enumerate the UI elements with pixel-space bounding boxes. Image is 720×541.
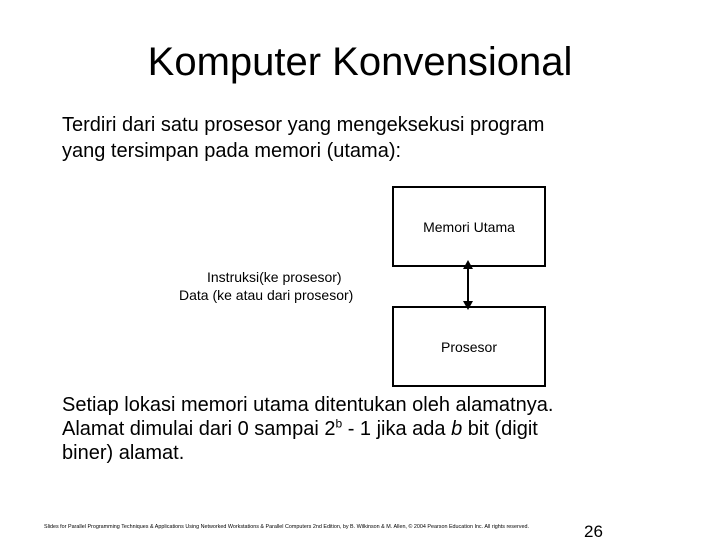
- para-line-2: Alamat dimulai dari 0 sampai 2$^b$ - 1 jika ada b bit (digit: [62, 416, 538, 440]
- instruction-label: Instruksi(ke prosesor): [207, 269, 342, 285]
- para-line-3: biner) alamat.: [62, 442, 185, 464]
- page-number: 26: [584, 522, 603, 541]
- footer-credit: Slides for Parallel Programming Techniques & Applications Using Networked Workstations & Parallel Computers 2nd Edition, by B. Wilkinson & M. Allen, © 2004 Pearson Education Inc. All rights reserved.: [44, 524, 529, 530]
- memory-box: [392, 186, 546, 267]
- memory-label: Memori Utama: [423, 218, 515, 235]
- intro-text: [62, 112, 702, 164]
- para-line-1: Setiap lokasi memori utama ditentukan oleh alamatnya.: [62, 394, 554, 416]
- slide-title: Komputer Konvensional: [147, 40, 573, 84]
- processor-label: Prosesor: [440, 338, 498, 355]
- bidirectional-arrow: [458, 260, 478, 310]
- address-paragraph: [62, 393, 702, 465]
- exponent: b: [335, 416, 343, 431]
- processor-box: [392, 306, 546, 387]
- intro-line-2: yang tersimpan pada memori (utama):: [62, 140, 402, 162]
- variable-b: b: [451, 418, 463, 440]
- data-label: Data (ke atau dari prosesor): [179, 287, 354, 303]
- intro-line-1: Terdiri dari satu prosesor yang mengeksekusi program: [62, 114, 545, 136]
